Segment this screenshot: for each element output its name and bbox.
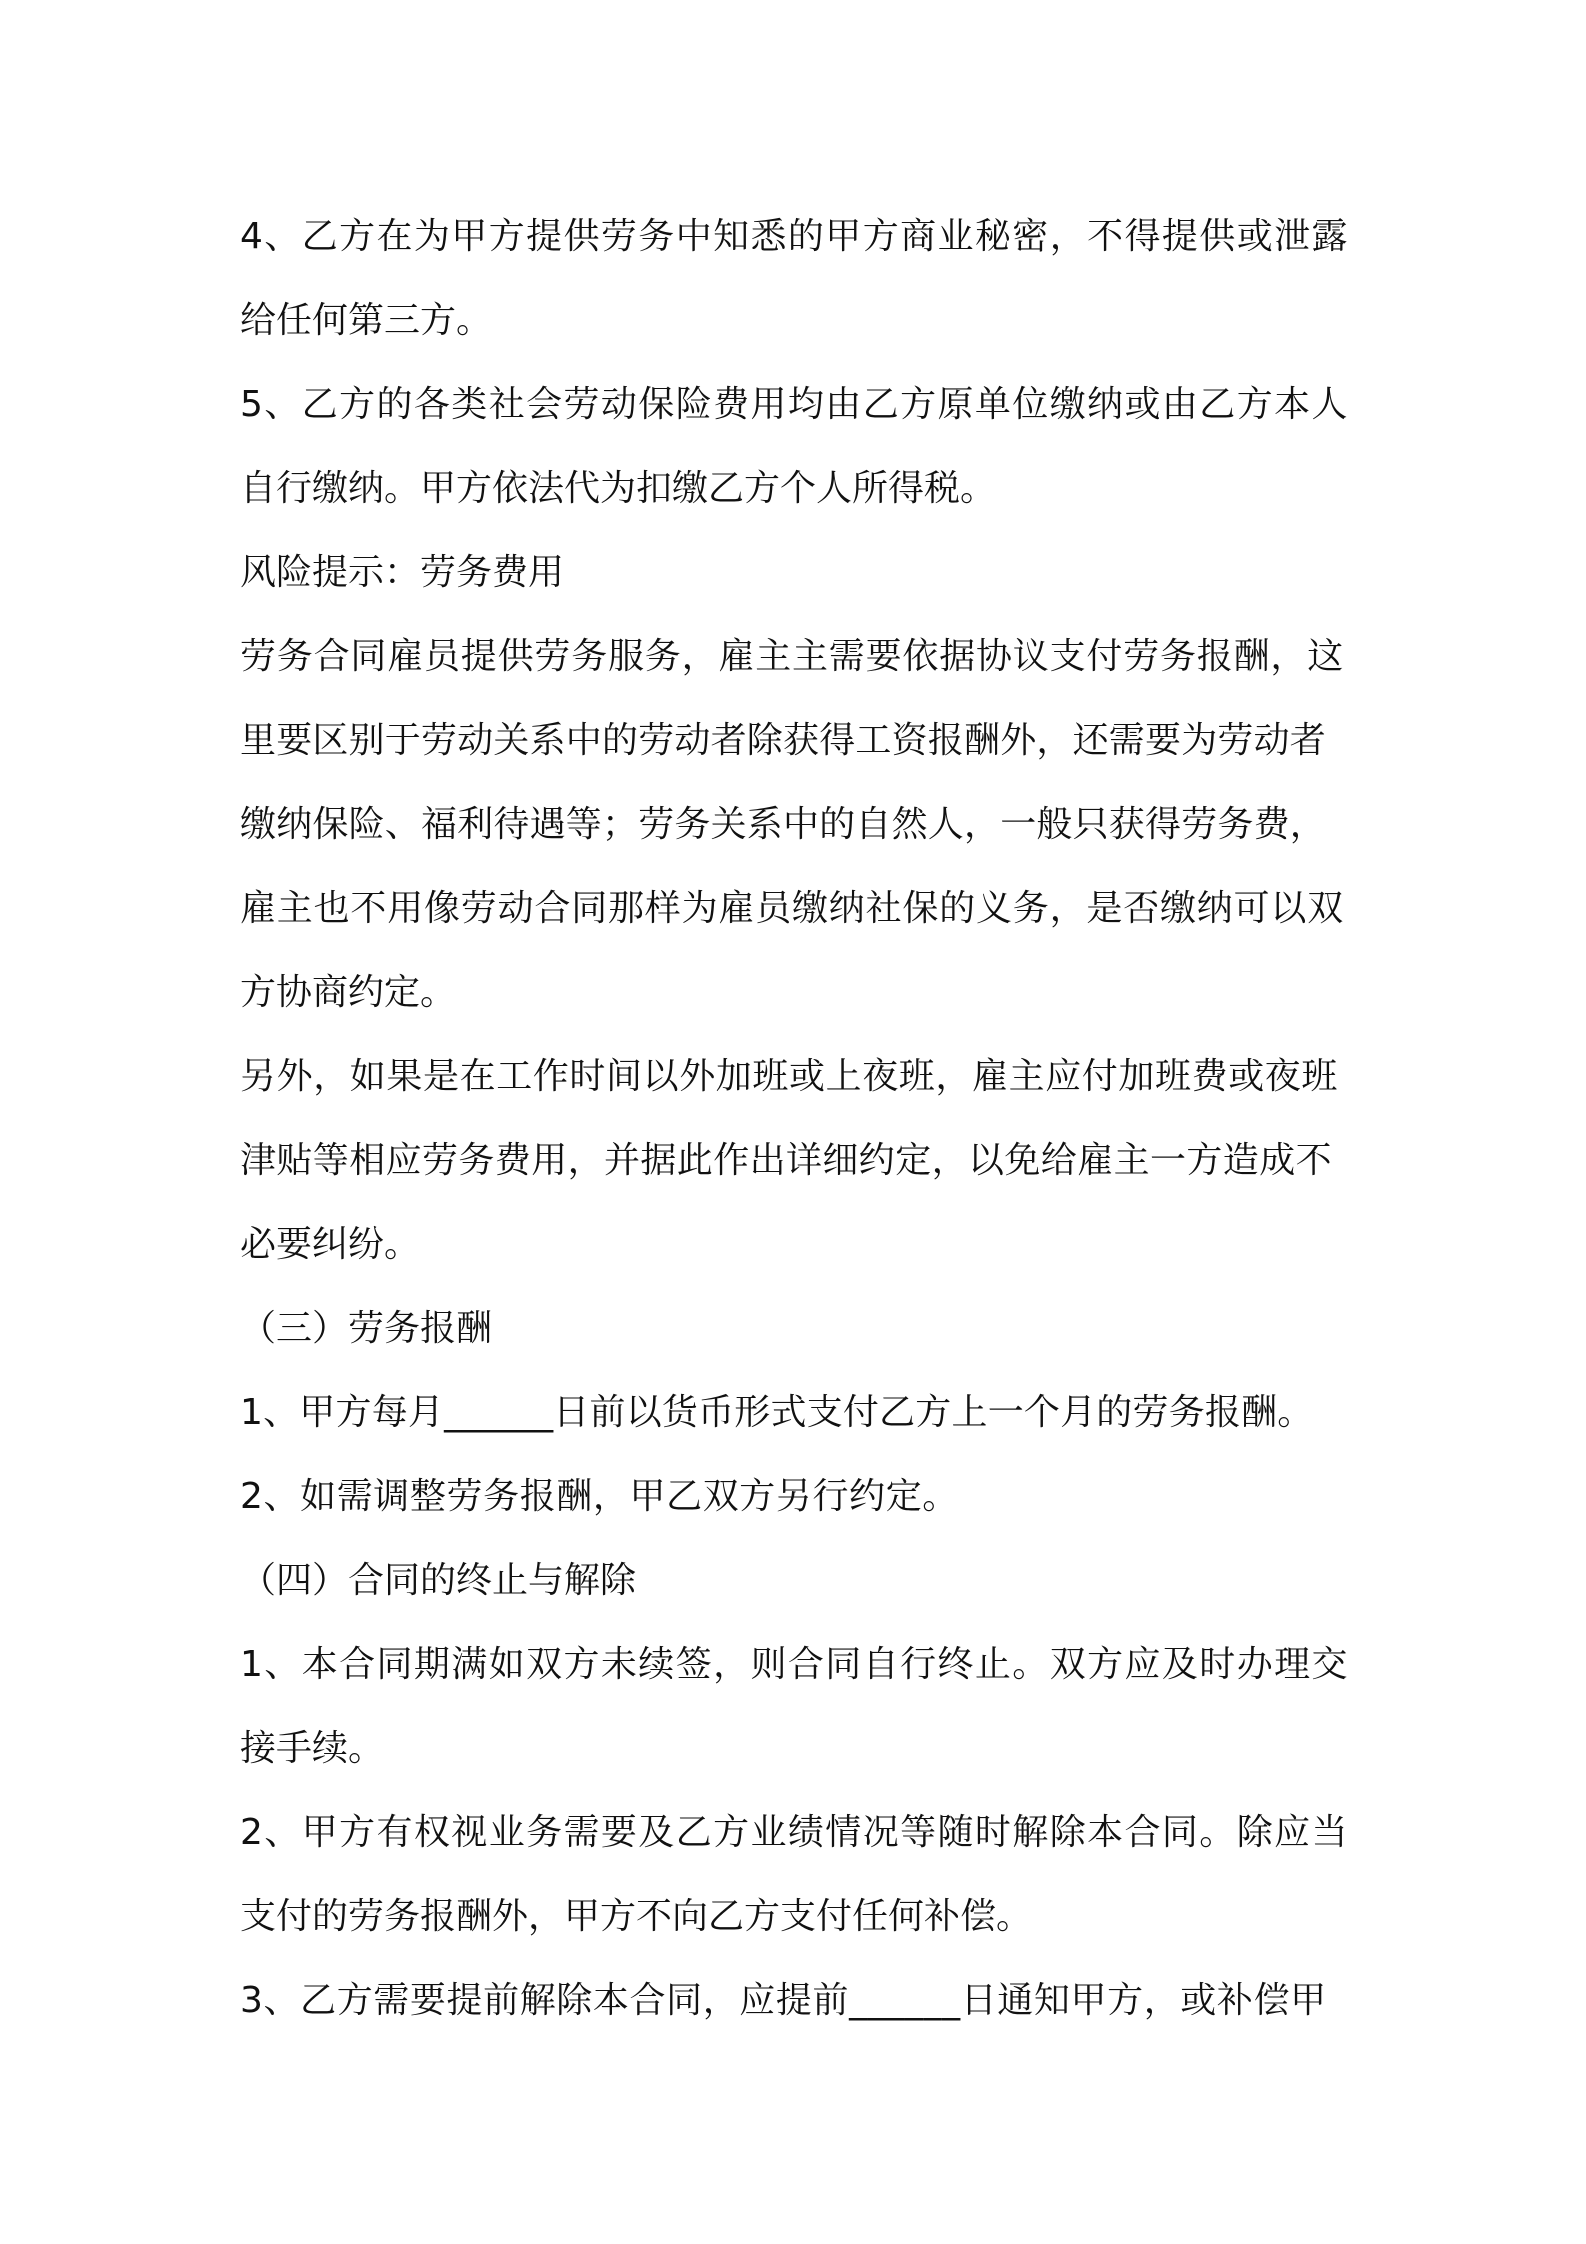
text-line-clause-5-part-2: 自行缴纳。甲方依法代为扣缴乙方个人所得税。 — [240, 468, 997, 509]
text-line-remuneration-clause-1: 1、甲方每月______日前以货币形式支付乙方上一个月的劳务报酬。 — [240, 1392, 1314, 1433]
section-heading-remuneration: （三）劳务报酬 — [240, 1308, 493, 1349]
text-line-risk-paragraph-1: 劳务合同雇员提供劳务服务，雇主主需要依据协议支付劳务报酬，这 — [240, 636, 1345, 677]
text-line-termination-clause-1-part-1: 1、本合同期满如双方未续签，则合同自行终止。双方应及时办理交 — [240, 1644, 1349, 1685]
text-line-overtime-paragraph-3: 必要纠纷。 — [240, 1224, 421, 1265]
text-line-remuneration-clause-2: 2、如需调整劳务报酬，甲乙双方另行约定。 — [240, 1476, 959, 1517]
text-line-risk-paragraph-2: 里要区别于劳动关系中的劳动者除获得工资报酬外，还需要为劳动者 — [240, 720, 1327, 761]
text-line-risk-paragraph-4: 雇主也不用像劳动合同那样为雇员缴纳社保的义务，是否缴纳可以双 — [240, 888, 1345, 929]
text-line-overtime-paragraph-1: 另外，如果是在工作时间以外加班或上夜班，雇主应付加班费或夜班 — [240, 1056, 1339, 1097]
document-body — [240, 195, 1350, 2043]
text-line-risk-paragraph-5: 方协商约定。 — [240, 972, 457, 1013]
section-heading-termination: （四）合同的终止与解除 — [240, 1560, 637, 1601]
text-line-clause-4-part-1: 4、乙方在为甲方提供劳务中知悉的甲方商业秘密，不得提供或泄露 — [240, 216, 1349, 257]
text-line-termination-clause-1-part-2: 接手续。 — [240, 1728, 385, 1769]
text-line-termination-clause-2-part-1: 2、甲方有权视业务需要及乙方业绩情况等随时解除本合同。除应当 — [240, 1812, 1349, 1853]
text-line-termination-clause-3-part-1: 3、乙方需要提前解除本合同，应提前______日通知甲方，或补偿甲 — [240, 1980, 1327, 2021]
text-line-termination-clause-2-part-2: 支付的劳务报酬外，甲方不向乙方支付任何补偿。 — [240, 1896, 1033, 1937]
text-line-overtime-paragraph-2: 津贴等相应劳务费用，并据此作出详细约定，以免给雇主一方造成不 — [240, 1140, 1333, 1181]
risk-notice-heading: 风险提示：劳务费用 — [240, 552, 565, 593]
text-line-clause-4-part-2: 给任何第三方。 — [240, 300, 493, 341]
text-line-risk-paragraph-3: 缴纳保险、福利待遇等；劳务关系中的自然人，一般只获得劳务费， — [240, 804, 1327, 845]
text-line-clause-5-part-1: 5、乙方的各类社会劳动保险费用均由乙方原单位缴纳或由乙方本人 — [240, 384, 1349, 425]
